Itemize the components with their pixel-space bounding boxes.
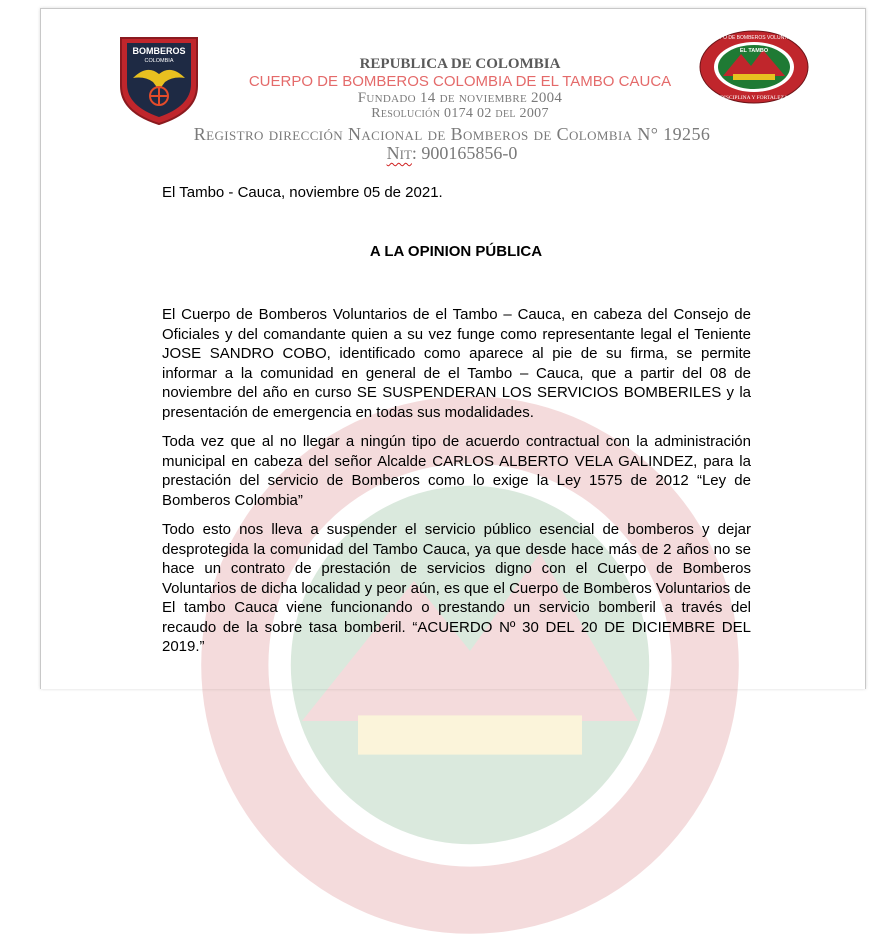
right-logo-motto: DISCIPLINA Y FORTALEZA [720, 95, 788, 101]
letter-title: A LA OPINION PÚBLICA [369, 243, 543, 260]
header-org-name: CUERPO DE BOMBEROS COLOMBIA DE EL TAMBO CAUCA [248, 73, 672, 90]
letter-date: El Tambo - Cauca, noviembre 05 de 2021. [162, 184, 443, 201]
paragraph-1: El Cuerpo de Bomberos Voluntarios de el Tambo – Cauca, en cabeza del Consejo de Oficiales y del comandante quien a su vez funge como representante legal el Teniente JOSE SANDRO COBO, identificado como aparece al pie de su firma, se permite informar a la comunidad en general de el Tambo – Cauca, que a partir del 08 de noviembre del año en curso SE SUSPENDERAN LOS SERVICIOS BOMBERILES y la presentación de emergencia en todas sus modalidades. [162, 306, 751, 421]
nit-value: : 900165856-0 [411, 143, 518, 163]
letter-body [162, 305, 751, 667]
right-logo-ring-text: CUERPO DE BOMBEROS VOLUNTARIOS [705, 35, 803, 41]
left-logo-text-1: BOMBEROS [132, 46, 186, 56]
left-logo-text-2: COLOMBIA [144, 58, 174, 64]
paragraph-3: Todo esto nos lleva a suspender el servicio público esencial de bomberos y dejar desprotegida la comunidad del Tambo Cauca, ya que desde hace más de 2 años no se hace un contrato de prestación de servicios digno con el Cuerpo de Bomberos Voluntarios de dicha localidad y peor aún, es que el Cuerpo de Bomberos Voluntarios de El tambo Cauca viene funcionando o prestando un servicio bomberil a través del recaudo de la sobre tasa bomberil. “ACUERDO Nº 30 DEL 20 DE DICIEMBRE DEL 2019.” [162, 521, 751, 655]
header-country: REPUBLICA DE COLOMBIA [359, 56, 561, 72]
header-nit [14, 143, 876, 164]
right-logo-center-text: EL TAMBO [739, 48, 769, 54]
header-registry: Registro dirección Nacional de Bomberos de Colombia N° 19256 [193, 124, 711, 144]
nit-label: Nit [386, 143, 412, 163]
header-resolution: Resolución 0174 02 del 2007 [371, 106, 549, 121]
paragraph-2: Toda vez que al no llegar a ningún tipo de acuerdo contractual con la administración municipal en cabeza del señor Alcalde CARLOS ALBERTO VELA GALINDEZ, para la prestación del servicio de Bomberos como lo exige la Ley 1575 de 2012 “Ley de Bomberos Colombia” [162, 433, 751, 509]
header-founded: Fundado 14 de noviembre 2004 [357, 90, 563, 106]
